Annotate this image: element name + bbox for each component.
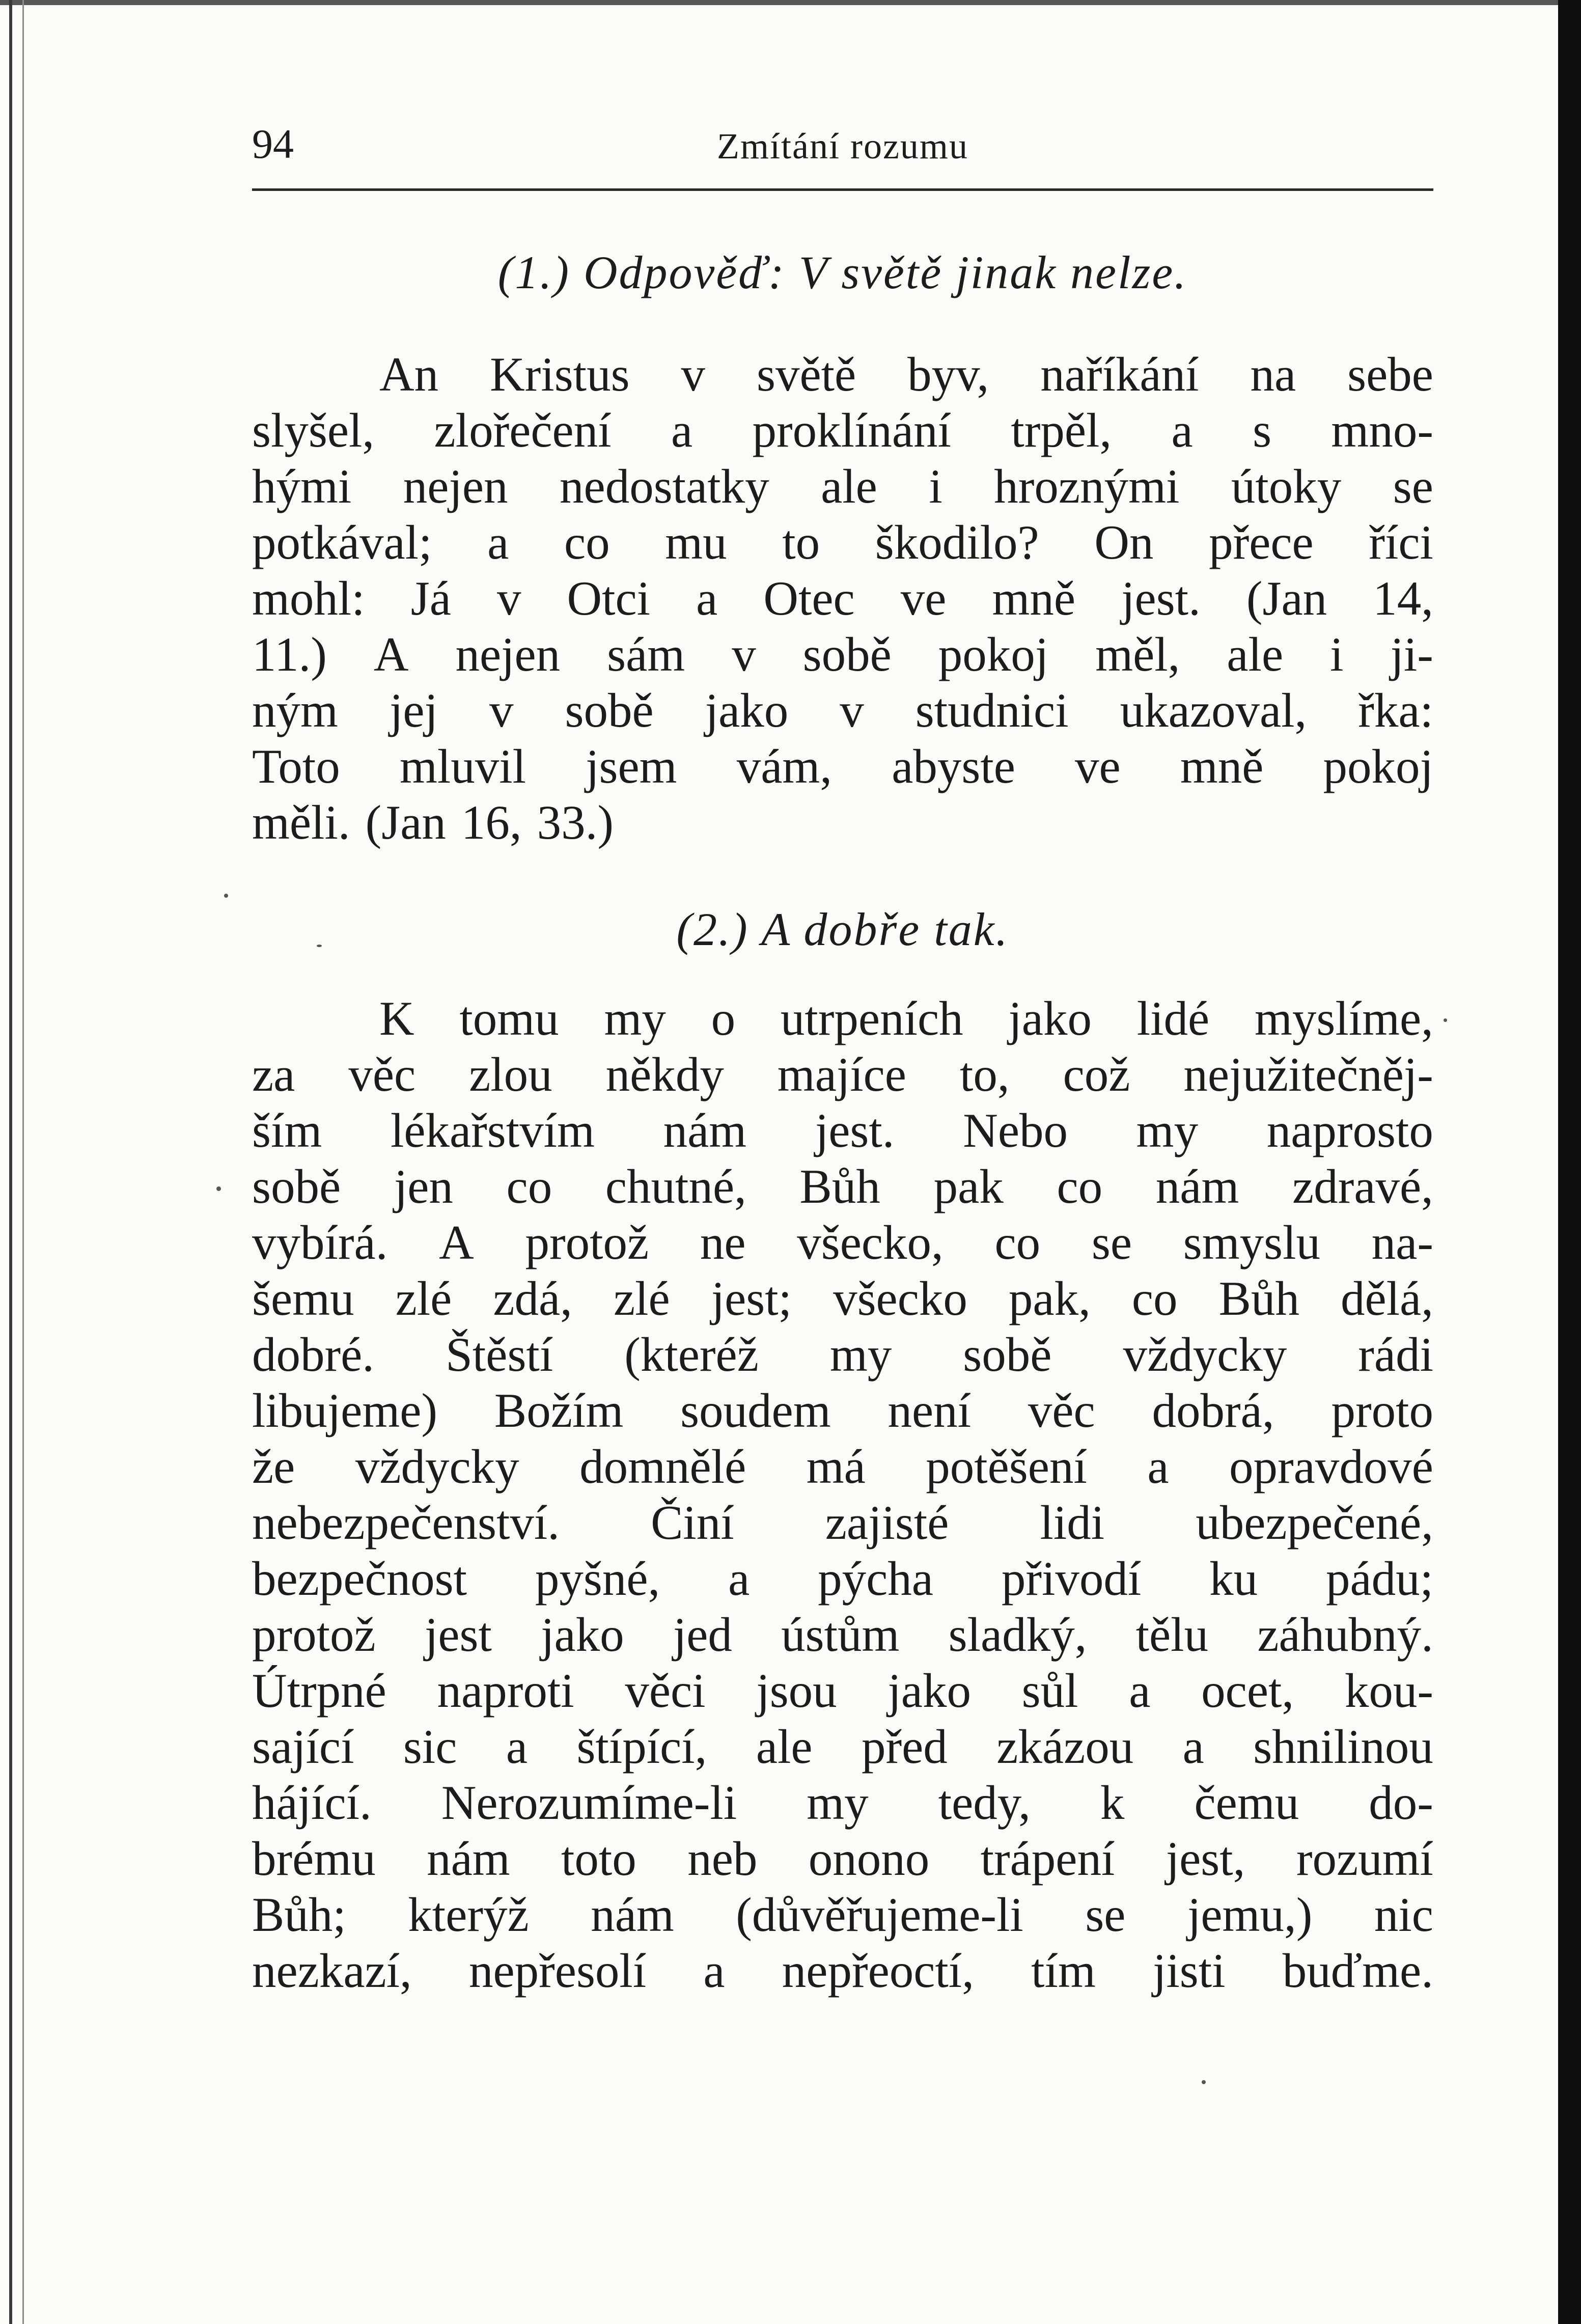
text-line [252,458,1433,514]
scan-speck [1202,2080,1206,2084]
word: (kteréž [624,1327,759,1381]
word: i [1330,627,1344,681]
text-line [252,1046,1433,1102]
word: Činí [651,1496,734,1550]
word: co [994,1215,1041,1269]
paragraph-1 [252,346,1433,850]
word: s [1253,403,1272,457]
text-line [252,1495,1433,1551]
word: to [782,515,820,569]
word: tím [1031,1944,1096,1998]
word: sůl [1021,1664,1078,1718]
word: majíce [777,1047,906,1101]
word: naproti [437,1664,574,1718]
text-line [252,626,1433,682]
word: a [1147,1440,1169,1493]
word: zdá, [493,1271,572,1325]
word: věci [625,1664,706,1718]
word: zlé [395,1271,452,1325]
word: a [1171,403,1193,457]
word: na- [1371,1215,1433,1269]
word: ji- [1390,627,1433,681]
word: my [807,1776,869,1830]
word: ubezpečené, [1196,1496,1433,1550]
text-line [252,1943,1433,1999]
word: abyste [892,739,1015,793]
page-number: 94 [252,121,294,167]
word: záhubný. [1257,1608,1433,1662]
word: sobě [565,683,654,737]
text-line [252,794,1433,850]
word: neb [687,1832,758,1886]
word: Otec [763,571,855,625]
word: dobré. [252,1327,375,1381]
word: ukazoval, [1120,683,1307,737]
word: libujeme) [252,1384,438,1437]
word: A [373,627,409,681]
word: sobě [963,1327,1052,1381]
word: my [829,1327,892,1381]
word: 16, [461,795,522,849]
word: dobrá, [1152,1384,1274,1437]
word: v [840,683,864,737]
word: Kristus [490,347,630,401]
word: lékařstvím [390,1103,595,1157]
word: Toto [252,739,340,793]
word: mluvil [399,739,526,793]
word: jisti [1153,1944,1226,1998]
word: jako [541,1608,624,1662]
word: Nerozumíme-li [441,1776,737,1830]
word: Útrpné [252,1664,386,1718]
word: proklínání [752,403,951,457]
word: a [703,1944,725,1998]
scan-edge-right [1558,0,1581,2324]
word: nám [1155,1159,1239,1213]
running-title: Zmítání rozumu [717,126,968,167]
word: vždycky [1123,1327,1287,1381]
word: zajisté [825,1496,949,1550]
word: v [489,683,514,737]
word: ve [1075,739,1121,793]
word: řka: [1358,683,1433,737]
word: shnilinou [1253,1720,1433,1774]
word: o [711,991,736,1045]
word: a [671,403,693,457]
word: jako [1008,991,1092,1045]
text-line [252,1102,1433,1158]
word: a [728,1552,750,1606]
text-line [252,1607,1433,1663]
word: ale [1227,627,1284,681]
word: štípící, [576,1720,707,1774]
word: v [732,627,756,681]
word: slyšel, [252,403,375,457]
section-heading-1: (1.) Odpověď: V světě jinak nelze. [497,246,1188,298]
word: vybírá. [252,1215,388,1269]
word: jako [705,683,789,737]
word: útoky [1231,459,1342,513]
word: kterýž [408,1888,529,1942]
word: proto [1331,1384,1433,1437]
word: 14, [1373,571,1433,625]
word: jest. [1121,571,1201,625]
text-line [252,570,1433,626]
word: ocet, [1201,1664,1294,1718]
text-line [252,1775,1433,1831]
text-line [252,346,1433,402]
word: zdravé, [1292,1159,1433,1213]
word: věc [1028,1384,1095,1437]
scan-speck [216,1186,221,1191]
word: trpěl, [1011,403,1112,457]
word: nejen [403,459,508,513]
word: zlořečení [434,403,612,457]
word: Nebo [963,1103,1068,1157]
word: opravdové [1229,1440,1433,1493]
word: my [604,991,666,1045]
section-heading-2: (2.) A dobře tak. [676,903,1009,955]
word: buďme. [1282,1944,1433,1998]
word: do- [1369,1776,1433,1830]
word: sobě [802,627,892,681]
word: Božím [494,1384,624,1437]
word: za [252,1047,295,1101]
word: čemu [1194,1776,1299,1830]
text-line [252,1270,1433,1326]
word: k [1100,1776,1125,1830]
word: jest [424,1608,492,1662]
word: nám [427,1832,510,1886]
word: ale [821,459,877,513]
word: ne [700,1215,746,1269]
word: pyšné, [535,1552,660,1606]
word: ústům [781,1608,900,1662]
word: ve [900,571,947,625]
word: An [379,347,439,401]
word: dělá, [1340,1271,1433,1325]
word: jest; [711,1271,792,1325]
word: že [252,1440,295,1493]
word: pak [933,1159,1004,1213]
word: má [806,1440,866,1493]
word: i [929,459,942,513]
word: všecko, [797,1215,944,1269]
word: jsou [756,1664,837,1718]
word: přece [1209,515,1314,569]
word: studnici [915,683,1069,737]
word: ku [1209,1552,1258,1606]
word: nedostatky [560,459,769,513]
word: nebezpečenství. [252,1496,560,1550]
word: před [862,1720,948,1774]
text-line [252,514,1433,570]
word: naříkání [1040,347,1199,401]
word: všecko [833,1271,967,1325]
word: nejužitečněj- [1183,1047,1433,1101]
word: Bůh [799,1159,880,1213]
scan-edge-left [9,0,12,2324]
text-line [252,1326,1433,1382]
word: ným [252,683,338,737]
word: co [564,515,610,569]
word: 33.) [537,795,614,849]
word: vždycky [355,1440,519,1493]
word: vám, [736,739,833,793]
word: jed [673,1608,732,1662]
word: nic [1374,1888,1433,1942]
word: co [1057,1159,1103,1213]
word: naprosto [1266,1103,1433,1157]
word: sající [252,1720,354,1774]
word: není [887,1384,971,1437]
word: věc [348,1047,416,1101]
word: rádi [1358,1327,1433,1381]
word: bezpečnost [252,1552,467,1606]
word: 11.) [252,627,327,681]
word: mně [1180,739,1264,793]
word: pýcha [818,1552,933,1606]
word: jako [887,1664,971,1718]
text-line [252,1382,1433,1438]
header-rule [252,188,1433,191]
word: se [1091,1215,1132,1269]
word: lidé [1136,991,1210,1045]
word: pokoj [938,627,1049,681]
word: smyslu [1183,1215,1320,1269]
word: nepřesolí [469,1944,647,1998]
word: pokoj [1323,739,1433,793]
text-line [252,1214,1433,1270]
page-header [252,109,1433,176]
word: se [1393,459,1433,513]
text-line [252,402,1433,458]
word: a [506,1720,528,1774]
word: (důvěřujeme-li [736,1888,1023,1942]
word: to, [959,1047,1010,1101]
text-line [252,990,1433,1046]
word: a [487,515,509,569]
word: hájící. [252,1776,372,1830]
word: hými [252,459,352,513]
word: škodilo? [875,515,1039,569]
word: zkázou [996,1720,1134,1774]
word: nezkazí, [252,1944,412,1998]
word: sám [607,627,685,681]
word: On [1094,515,1154,569]
word: hroznými [994,459,1180,513]
text-line [252,1158,1433,1214]
word: Otci [567,571,651,625]
word: K [379,991,414,1045]
scan-speck [1444,1018,1447,1022]
word: zlou [469,1047,552,1101]
word: chutné, [605,1159,746,1213]
word: se [1085,1888,1126,1942]
text-line [252,1887,1433,1943]
word: v [496,571,521,625]
word: jest. [815,1103,895,1157]
word: protož [525,1215,649,1269]
word: my [1136,1103,1199,1157]
word: utrpeních [780,991,963,1045]
scan-edge-top [0,0,1581,5]
word: lidi [1040,1496,1105,1550]
word: jsem [586,739,677,793]
text-line [252,1438,1433,1495]
word: tělu [1135,1608,1209,1662]
word: a [1129,1664,1151,1718]
text-line [252,1719,1433,1775]
text-line [252,682,1433,738]
word: ším [252,1103,322,1157]
word: A [439,1215,474,1269]
word: mně [992,571,1076,625]
word: myslíme, [1254,991,1433,1045]
word: nejen [455,627,561,681]
word: sic [403,1720,457,1774]
word: potěšení [926,1440,1087,1493]
word: mno- [1331,403,1433,457]
word: onono [808,1832,930,1886]
word: kou- [1344,1664,1433,1718]
word: rozumí [1296,1832,1433,1886]
word: protož [252,1608,376,1662]
word: Já [410,571,451,625]
word: jest, [1166,1832,1245,1886]
word: pak, [1008,1271,1091,1325]
word: a [696,571,718,625]
scan-speck [224,894,228,898]
scan-edge-left-inner [22,0,24,2324]
word: jen [394,1159,453,1213]
word: ale [756,1720,813,1774]
word: přivodí [1001,1552,1142,1606]
word: potkával; [252,515,432,569]
word: sobě [252,1159,341,1213]
word: brému [252,1832,376,1886]
word: světě [757,347,856,401]
word: mu [665,515,727,569]
word: v [681,347,706,401]
text-line [252,1831,1433,1887]
word: nám [591,1888,674,1942]
text-line [252,1551,1433,1607]
word: domnělé [579,1440,746,1493]
word: sebe [1347,347,1433,401]
word: Štěstí [446,1327,553,1381]
word: (Jan [1246,571,1327,625]
word: na [1250,347,1296,401]
word: co [506,1159,552,1213]
word: toto [561,1832,636,1886]
word: což [1063,1047,1130,1101]
word: (Jan [365,795,446,849]
word: a [1182,1720,1204,1774]
word: měl, [1095,627,1180,681]
word: tedy, [938,1776,1031,1830]
word: nám [663,1103,747,1157]
word: tomu [459,991,559,1045]
text-line [252,1663,1433,1719]
word: jej [389,683,438,737]
word: jemu,) [1187,1888,1313,1942]
scan-speck [317,945,322,947]
word: Bůh [1218,1271,1299,1325]
word: byv, [907,347,989,401]
word: nepřeoctí, [782,1944,974,1998]
word: Bůh; [252,1888,346,1942]
paragraph-2 [252,990,1433,1999]
text-line [252,738,1433,794]
word: šemu [252,1271,354,1325]
word: měli. [252,795,350,849]
word: co [1131,1271,1178,1325]
word: soudem [680,1384,831,1437]
word: pádu; [1325,1552,1433,1606]
word: trápení [980,1832,1115,1886]
word: někdy [605,1047,724,1101]
word: říci [1369,515,1433,569]
word: zlé [613,1271,670,1325]
word: mohl: [252,571,365,625]
word: sladký, [948,1608,1087,1662]
